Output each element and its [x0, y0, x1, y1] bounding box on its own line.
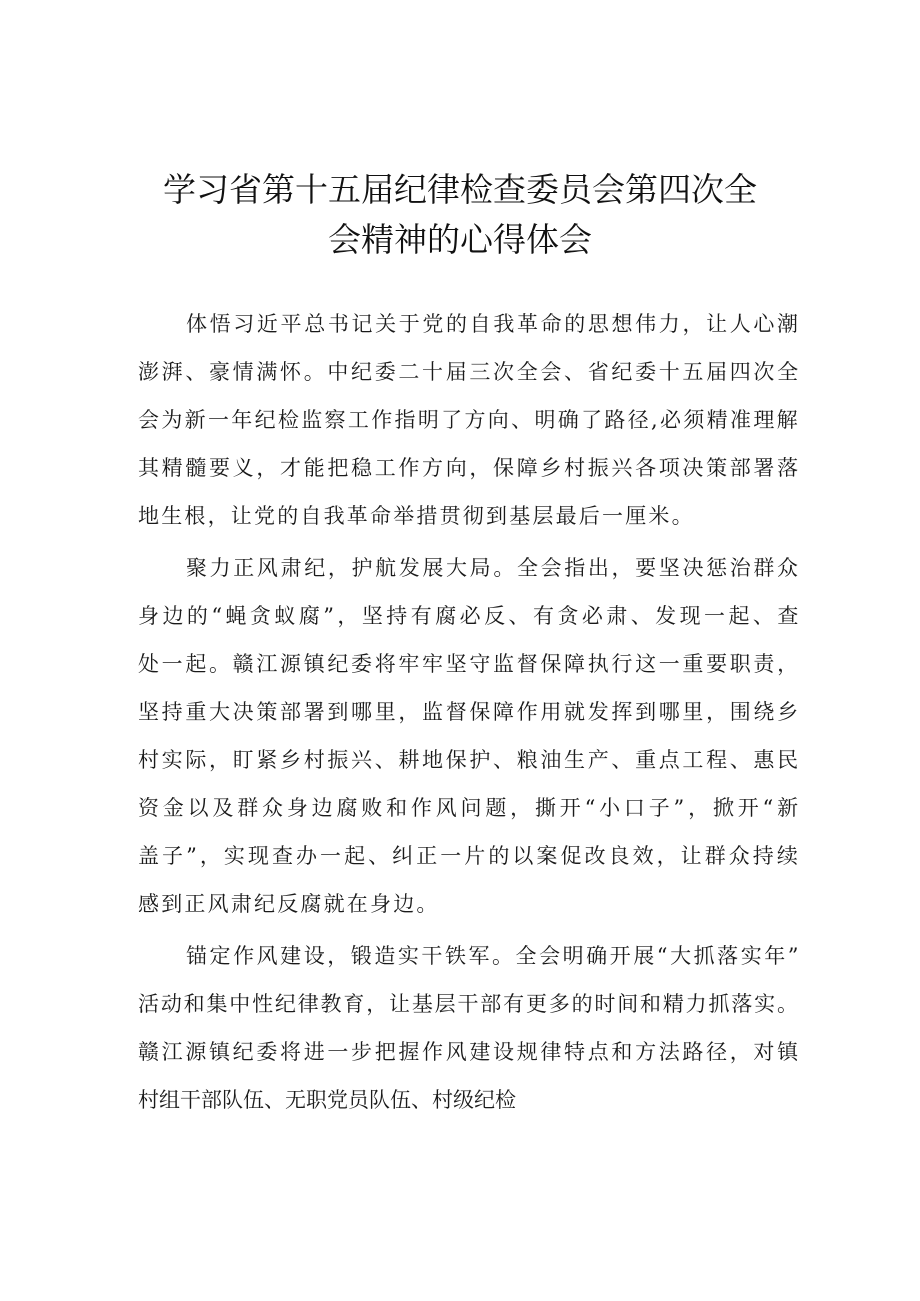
paragraph-2-line-8: 感到正风肃纪反腐就在身边。 [138, 892, 440, 916]
paragraph-3-line-1: 锚定作风建设，锻造实干铁军。全会明确开展“大抓落实年” [186, 944, 802, 968]
paragraph-2-line-4: 坚持重大决策部署到哪里，监督保障作用就发挥到哪里，围绕乡 [138, 700, 801, 724]
paragraph-3-line-4: 村组干部队伍、无职党员队伍、村级纪检 [138, 1088, 516, 1112]
paragraph-2-line-7: 盖子”，实现查办一起、纠正一片的以案促改良效，让群众持续 [138, 844, 801, 868]
paragraph-2-line-2: 身边的“蝇贪蚁腐”，坚持有腐必反、有贪必肃、发现一起、查 [138, 604, 802, 628]
paragraph-2-line-6: 资金以及群众身边腐败和作风问题，撕开“小口子”，掀开“新 [138, 796, 802, 820]
paragraph-2-line-1: 聚力正风肃纪，护航发展大局。全会指出，要坚决惩治群众 [186, 556, 801, 580]
paragraph-1-line-3: 会为新一年纪检监察工作指明了方向、明确了路径,必须精准理解 [138, 408, 800, 432]
paragraph-2-line-3: 处一起。赣江源镇纪委将牢牢坚守监督保障执行这一重要职责， [138, 652, 801, 676]
paragraph-3-line-3: 赣江源镇纪委将进一步把握作风建设规律特点和方法路径，对镇 [138, 1040, 801, 1064]
paragraph-1-line-1: 体悟习近平总书记关于党的自我革命的思想伟力，让人心潮 [186, 312, 801, 336]
document-title-line-1: 学习省第十五届纪律检查委员会第四次全 [163, 170, 757, 209]
paragraph-1-line-4: 其精髓要义，才能把稳工作方向，保障乡村振兴各项决策部署落 [138, 456, 801, 480]
paragraph-1-line-2: 澎湃、豪情满怀。中纪委二十届三次全会、省纪委十五届四次全 [138, 360, 801, 384]
paragraph-1-line-5: 地生根，让党的自我革命举措贯彻到基层最后一厘米。 [138, 504, 695, 528]
paragraph-3-line-2: 活动和集中性纪律教育，让基层干部有更多的时间和精力抓落实。 [138, 992, 800, 1016]
paragraph-2-line-5: 村实际，盯紧乡村振兴、耕地保护、粮油生产、重点工程、惠民 [138, 748, 801, 772]
document-title-line-2: 会精神的心得体会 [328, 220, 592, 259]
